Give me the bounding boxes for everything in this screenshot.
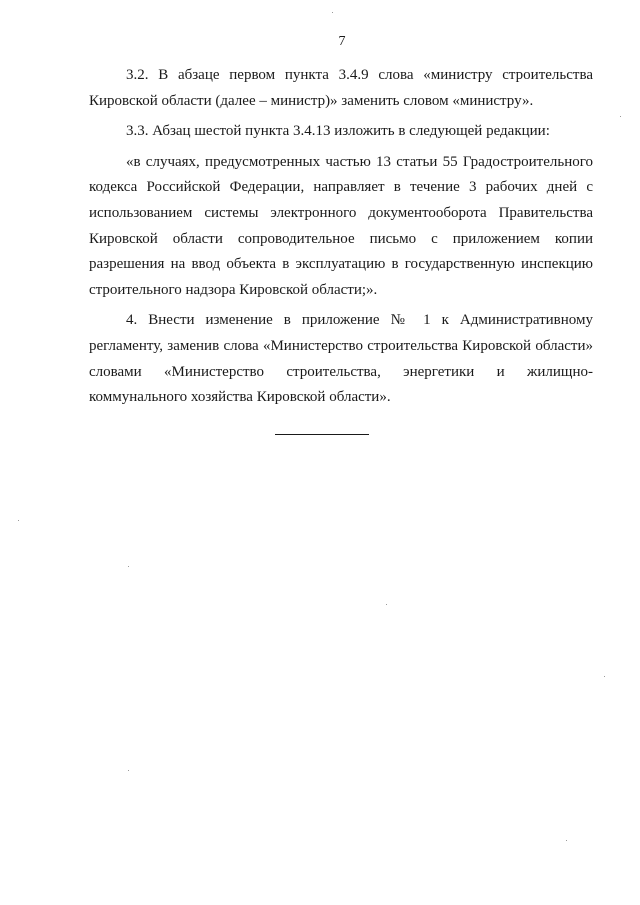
scan-speck	[566, 840, 567, 841]
scan-speck	[604, 676, 605, 677]
page-number: 7	[338, 34, 346, 49]
paragraph-4: 4. Внести изменение в приложение № 1 к Административному регламенту, заменив слова «Министерство строительства Кировской области» словами «Министерство строительства, энергетики и жилищно-коммунального хозяйства Кировской области».	[89, 312, 593, 406]
end-of-text-rule	[275, 434, 369, 435]
scan-speck	[332, 12, 333, 13]
scan-speck	[128, 566, 129, 567]
paragraph-3-2: 3.2. В абзаце первом пункта 3.4.9 слова «министру строительства Кировской области (далее – министр)» заменить словом «министру».	[89, 67, 593, 109]
document-body	[89, 63, 593, 411]
scan-speck	[18, 520, 19, 521]
paragraph-quoted-amendment: «в случаях, предусмотренных частью 13 статьи 55 Градостроительного кодекса Российской Федерации, направляет в течение 3 рабочих дней с использованием системы электронного документооборота Правительства Кировской области сопроводительное письмо с приложением копии разрешения на ввод объекта в эксплуатацию в государственную инспекцию строительного надзора Кировской области;».	[89, 153, 593, 298]
scan-speck	[620, 116, 621, 117]
scan-speck	[128, 770, 129, 771]
scan-speck	[386, 604, 387, 605]
paragraph-3-3: 3.3. Абзац шестой пункта 3.4.13 изложить в следующей редакции:	[126, 123, 550, 140]
